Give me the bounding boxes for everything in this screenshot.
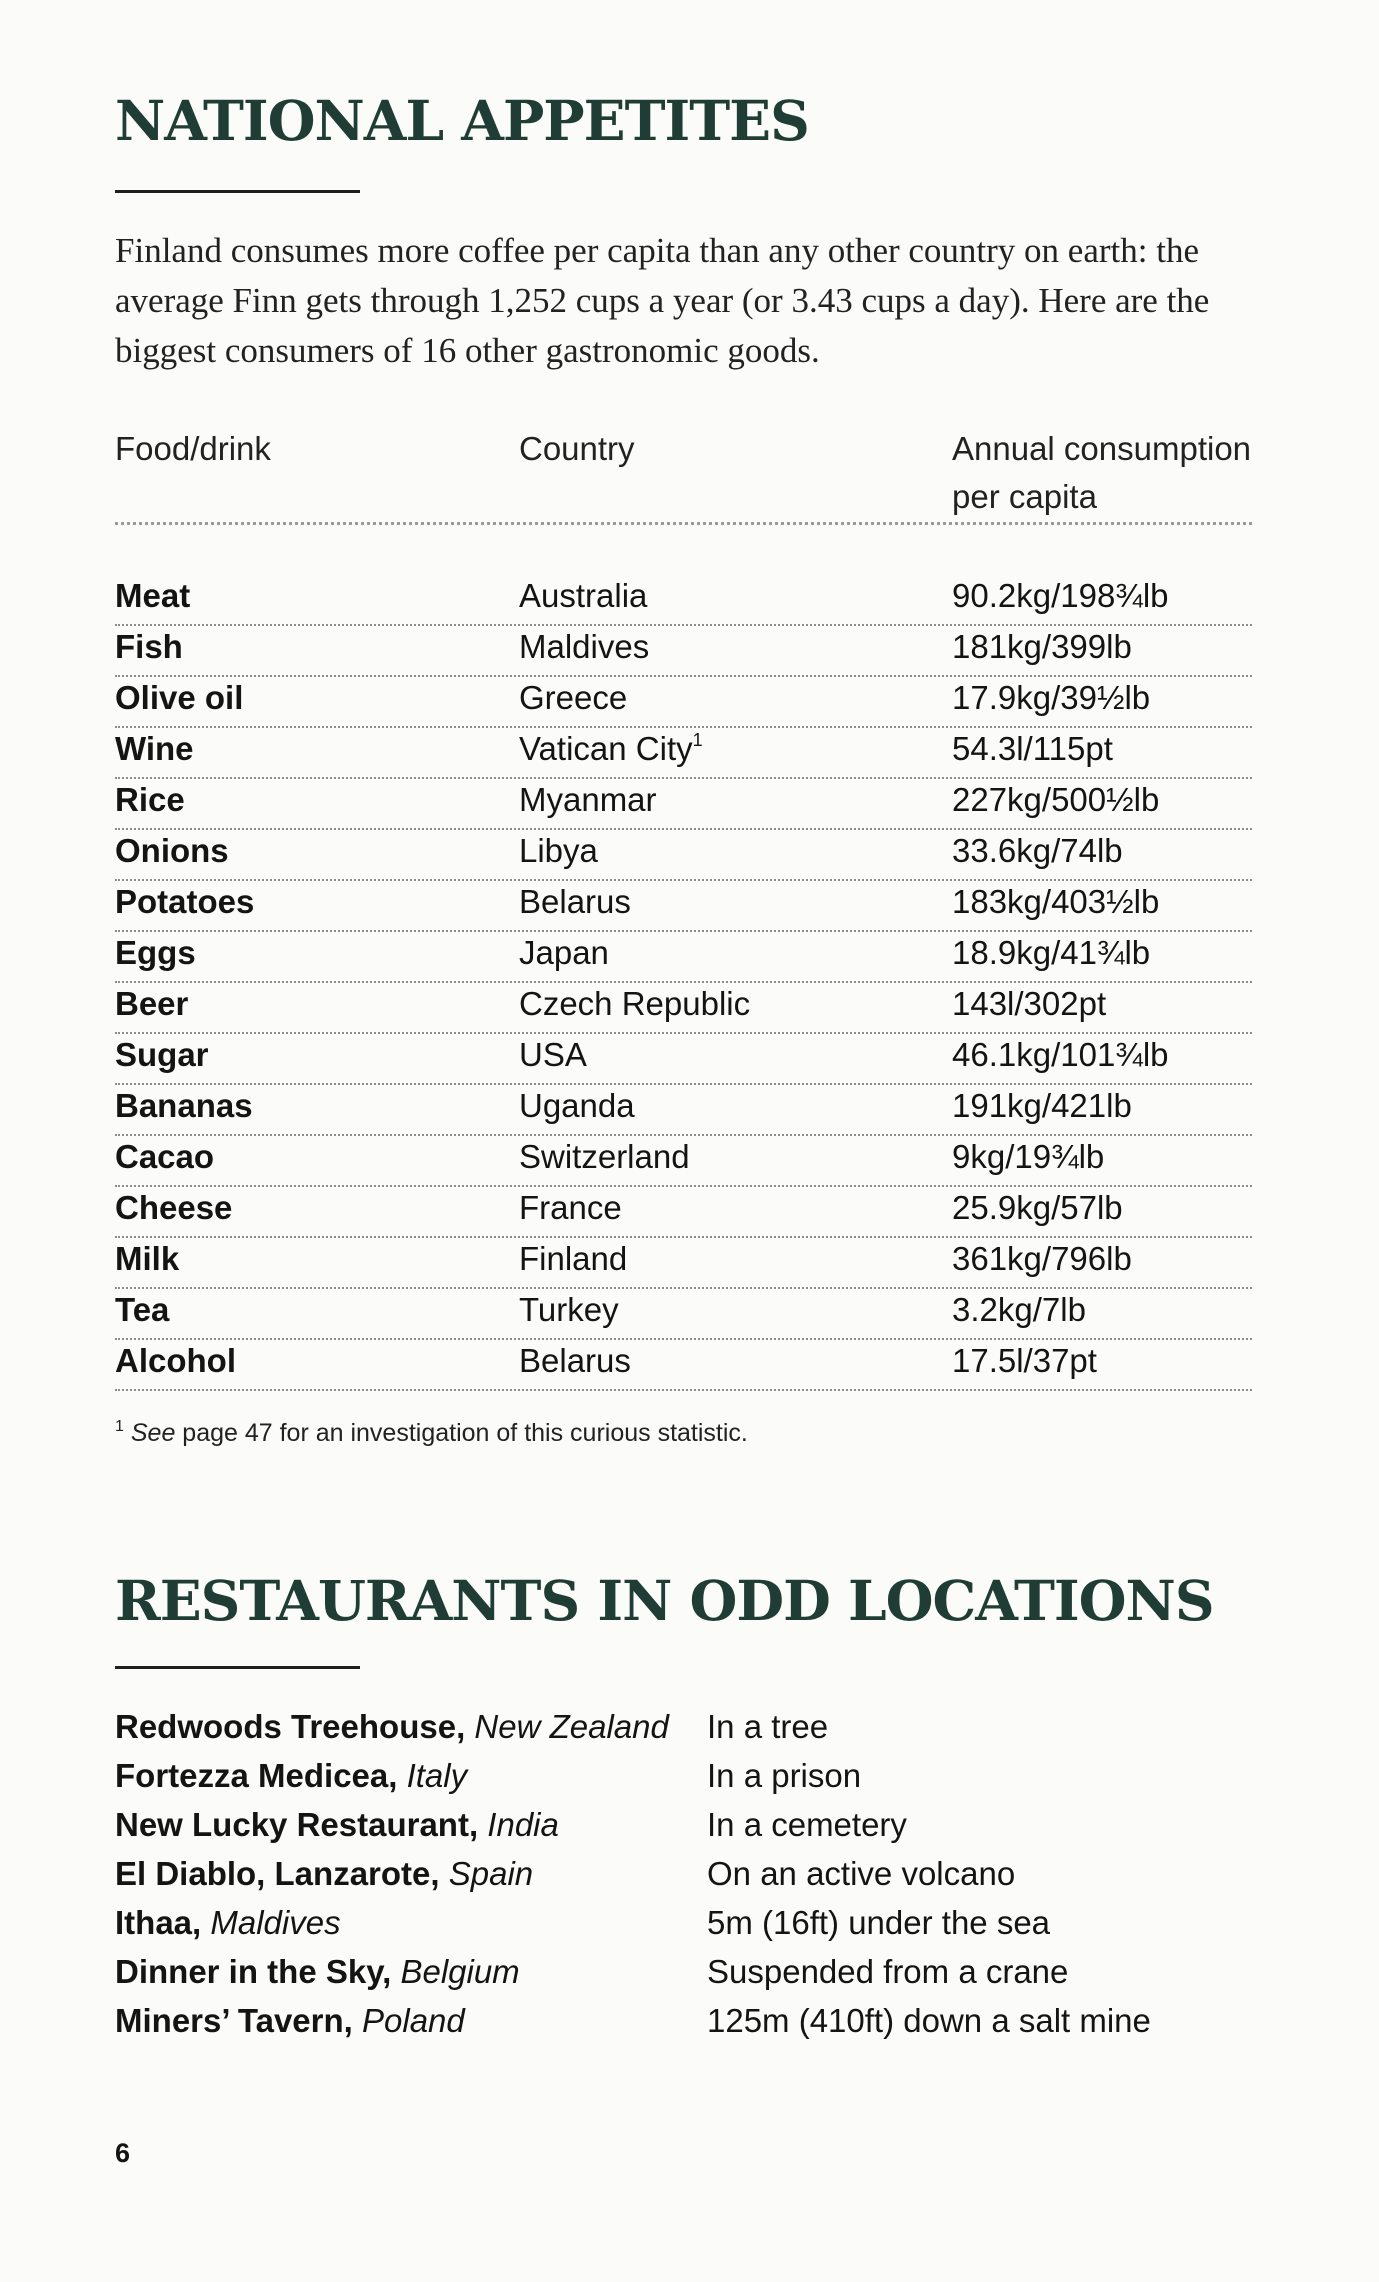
table-row — [115, 1187, 1252, 1238]
amount-cell: 54.3l/115pt — [952, 730, 1113, 767]
country-text: Turkey — [519, 1291, 619, 1328]
restaurant-row — [115, 1855, 1255, 1904]
restaurant-location: 125m (410ft) down a salt mine — [707, 2002, 1151, 2039]
intro-paragraph: Finland consumes more coffee per capita than any other country on earth: the average Finn gets through 1,252 cups a year (or 3.43 cups a day). Here are the biggest consumers of 16 other gastronomic goods. — [115, 231, 1210, 370]
food-cell: Beer — [115, 985, 189, 1022]
section-title-restaurants: RESTAURANTS IN ODD LOCATIONS — [115, 1568, 1214, 1633]
restaurant-row — [115, 1806, 1255, 1855]
amount-cell: 17.9kg/39½lb — [952, 679, 1151, 716]
country-cell — [519, 1036, 587, 1074]
country-cell — [519, 679, 627, 717]
column-header-country: Country — [519, 430, 635, 467]
table-row — [115, 830, 1252, 881]
country-text: Maldives — [519, 628, 650, 665]
food-cell: Rice — [115, 781, 185, 818]
country-cell — [519, 832, 598, 870]
food-cell: Wine — [115, 730, 194, 767]
restaurant-cell — [115, 1953, 520, 1991]
country-text: Czech Republic — [519, 985, 751, 1022]
table-row — [115, 1289, 1252, 1340]
country-text: Vatican City — [519, 730, 693, 767]
section-title-national-appetites: NATIONAL APPETITES — [115, 88, 809, 153]
restaurant-row — [115, 1757, 1255, 1806]
country-cell — [519, 1087, 635, 1125]
footnote-marker: 1 — [692, 730, 703, 750]
title-underline — [115, 190, 360, 193]
country-cell — [519, 1240, 627, 1278]
food-cell: Eggs — [115, 934, 196, 971]
country-text: France — [519, 1189, 622, 1226]
restaurant-cell — [115, 2002, 465, 2040]
country-cell — [519, 1342, 631, 1380]
restaurant-country: Maldives — [210, 1904, 341, 1941]
footnote-text: page 47 for an investigation of this curious statistic. — [175, 1419, 748, 1447]
country-cell — [519, 883, 631, 921]
title-underline — [115, 1666, 360, 1669]
food-cell: Tea — [115, 1291, 170, 1328]
country-cell — [519, 934, 609, 972]
table-row — [115, 575, 1252, 626]
table-row — [115, 677, 1252, 728]
country-cell — [519, 577, 647, 615]
amount-cell: 361kg/796lb — [952, 1240, 1132, 1277]
amount-cell: 25.9kg/57lb — [952, 1189, 1123, 1226]
country-text: Finland — [519, 1240, 628, 1277]
restaurant-name: Miners’ Tavern, — [115, 2002, 353, 2039]
table-row — [115, 1085, 1252, 1136]
table-row — [115, 932, 1252, 983]
restaurant-name: El Diablo, Lanzarote, — [115, 1855, 440, 1892]
restaurant-row — [115, 2002, 1255, 2051]
restaurant-country: India — [487, 1806, 559, 1843]
restaurant-row — [115, 1904, 1255, 1953]
column-header-consumption: Annual consumption per capita — [952, 430, 1252, 515]
country-cell — [519, 985, 750, 1023]
table-row — [115, 626, 1252, 677]
restaurant-location: 5m (16ft) under the sea — [707, 1904, 1051, 1941]
restaurant-name: Dinner in the Sky, — [115, 1953, 392, 1990]
food-cell: Bananas — [115, 1087, 253, 1124]
restaurant-country: Spain — [448, 1855, 534, 1892]
table-row — [115, 1238, 1252, 1289]
food-cell: Onions — [115, 832, 229, 869]
table-row — [115, 1340, 1252, 1391]
column-header-food: Food/drink — [115, 430, 271, 467]
amount-cell: 227kg/500½lb — [952, 781, 1160, 818]
amount-cell: 33.6kg/74lb — [952, 832, 1123, 869]
amount-cell: 90.2kg/198¾lb — [952, 577, 1169, 614]
restaurant-location: In a prison — [707, 1757, 862, 1794]
footnote — [115, 1418, 748, 1448]
restaurant-location: On an active volcano — [707, 1855, 1016, 1892]
food-cell: Olive oil — [115, 679, 244, 716]
amount-cell: 181kg/399lb — [952, 628, 1132, 665]
amount-cell: 17.5l/37pt — [952, 1342, 1097, 1379]
restaurant-location: In a cemetery — [707, 1806, 907, 1843]
restaurant-location: Suspended from a crane — [707, 1953, 1069, 1990]
amount-cell: 46.1kg/101¾lb — [952, 1036, 1169, 1073]
table-row — [115, 1034, 1252, 1085]
restaurant-cell — [115, 1855, 533, 1893]
country-text: Belarus — [519, 883, 631, 920]
food-cell: Alcohol — [115, 1342, 236, 1379]
amount-cell: 9kg/19¾lb — [952, 1138, 1105, 1175]
country-text: Japan — [519, 934, 609, 971]
table-row — [115, 779, 1252, 830]
restaurant-country: New Zealand — [474, 1708, 669, 1745]
food-cell: Meat — [115, 577, 191, 614]
restaurant-country: Belgium — [400, 1953, 520, 1990]
amount-cell: 183kg/403½lb — [952, 883, 1160, 920]
header-divider — [115, 522, 1252, 525]
food-cell: Cheese — [115, 1189, 233, 1226]
country-cell — [519, 628, 649, 666]
country-cell — [519, 1189, 622, 1227]
amount-cell: 18.9kg/41¾lb — [952, 934, 1151, 971]
table-row — [115, 1136, 1252, 1187]
food-cell: Milk — [115, 1240, 180, 1277]
country-text: Switzerland — [519, 1138, 690, 1175]
restaurant-name: Redwoods Treehouse, — [115, 1708, 466, 1745]
page-number: 6 — [115, 2138, 131, 2168]
consumption-table — [115, 575, 1252, 1391]
food-cell: Potatoes — [115, 883, 255, 920]
footnote-marker: 1 — [115, 1418, 124, 1435]
restaurant-name: Fortezza Medicea, — [115, 1757, 398, 1794]
restaurants-list — [115, 1708, 1255, 2051]
country-text: USA — [519, 1036, 587, 1073]
country-cell — [519, 1291, 619, 1329]
table-row — [115, 881, 1252, 932]
country-cell — [519, 1138, 690, 1176]
food-cell: Cacao — [115, 1138, 215, 1175]
table-row — [115, 728, 1252, 779]
footnote-see: See — [130, 1419, 176, 1447]
restaurant-name: Ithaa, — [115, 1904, 202, 1941]
amount-cell: 143l/302pt — [952, 985, 1107, 1022]
restaurant-cell — [115, 1904, 341, 1942]
food-cell: Fish — [115, 628, 183, 665]
country-cell — [519, 781, 657, 819]
country-text: Australia — [519, 577, 648, 614]
country-cell — [519, 730, 703, 768]
country-text: Belarus — [519, 1342, 631, 1379]
restaurant-cell — [115, 1806, 559, 1844]
food-cell: Sugar — [115, 1036, 209, 1073]
table-row — [115, 983, 1252, 1034]
restaurant-row — [115, 1708, 1255, 1757]
country-text: Uganda — [519, 1087, 635, 1124]
restaurant-cell — [115, 1708, 669, 1746]
restaurant-row — [115, 1953, 1255, 2002]
restaurant-location: In a tree — [707, 1708, 829, 1745]
country-text: Libya — [519, 832, 598, 869]
country-text: Myanmar — [519, 781, 657, 818]
amount-cell: 3.2kg/7lb — [952, 1291, 1086, 1328]
restaurant-name: New Lucky Restaurant, — [115, 1806, 479, 1843]
restaurant-country: Italy — [406, 1757, 468, 1794]
amount-cell: 191kg/421lb — [952, 1087, 1132, 1124]
country-text: Greece — [519, 679, 628, 716]
restaurant-cell — [115, 1757, 467, 1795]
restaurant-country: Poland — [362, 2002, 465, 2039]
